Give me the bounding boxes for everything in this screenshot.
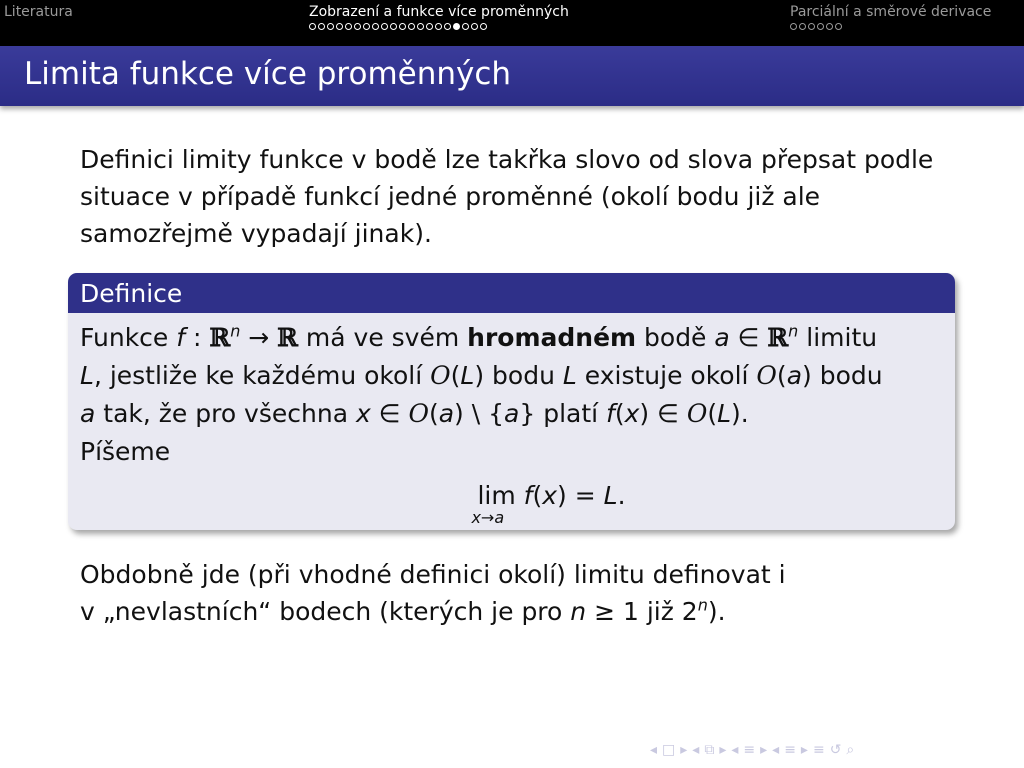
section-navigation-bar <box>0 0 1024 46</box>
beamer-nav-icon[interactable]: ≡ <box>784 742 796 758</box>
text-span: ) <box>474 361 485 390</box>
beamer-nav-icon[interactable]: ◂ <box>772 742 780 758</box>
math-a: a <box>786 361 803 390</box>
beamer-nav-icon[interactable]: ▸ <box>680 742 688 758</box>
math-a: a <box>714 323 730 352</box>
nav-section-zobrazeni[interactable] <box>309 3 569 30</box>
text-span: Obdobně jde (při vhodné definici okolí) limitu definovat i <box>80 560 786 589</box>
definition-body <box>68 313 955 530</box>
slide-dot[interactable] <box>309 23 316 30</box>
math-O: O <box>408 399 429 428</box>
math-x: x <box>624 399 640 428</box>
slide-dot[interactable] <box>444 23 451 30</box>
slide-dot[interactable] <box>480 23 487 30</box>
text-span: ( <box>532 481 543 510</box>
text-span: limitu <box>798 323 878 352</box>
text-span: ) ∈ <box>639 399 687 428</box>
text-span: ( <box>707 399 718 428</box>
beamer-nav-icon[interactable]: ◂ <box>692 742 700 758</box>
text-span: ( <box>450 361 461 390</box>
math-reals: ℝ <box>277 323 298 352</box>
text-span: platí <box>535 399 607 428</box>
slide-dot[interactable] <box>426 23 433 30</box>
math-L: L <box>80 361 94 390</box>
math-x: x <box>542 481 558 510</box>
text-span: má ve svém <box>297 323 468 352</box>
limit-line <box>471 477 626 527</box>
nav-section-parcialni[interactable] <box>790 3 991 30</box>
text-span: ) \ { <box>454 399 505 428</box>
beamer-nav-icon[interactable]: ⌕ <box>846 742 855 758</box>
intro-paragraph <box>80 141 960 252</box>
nav-section-literatura[interactable] <box>4 3 73 21</box>
text-span: bodě <box>636 323 715 352</box>
text-span: bodu <box>484 361 563 390</box>
slide-dot[interactable] <box>471 23 478 30</box>
lim-subscript: x→a <box>471 508 505 527</box>
math-reals: ℝ <box>209 323 231 352</box>
math-f: f <box>523 481 533 510</box>
beamer-nav-icon[interactable]: □ <box>662 742 676 758</box>
math-n: n <box>230 321 241 341</box>
text-span: ) <box>802 361 812 390</box>
math-L: L <box>460 361 475 390</box>
math-f: f <box>606 399 615 428</box>
beamer-nav-icon[interactable]: ▸ <box>800 742 808 758</box>
text-span: ) = <box>557 481 604 510</box>
slide-dot[interactable] <box>826 23 833 30</box>
math-n: n <box>570 597 587 626</box>
text-span: Píšeme <box>80 437 171 466</box>
slide-dot[interactable] <box>390 23 397 30</box>
math-O: O <box>686 399 708 428</box>
math-arrow: → <box>240 323 278 352</box>
nav-section-title[interactable]: Parciální a směrové derivace <box>790 4 992 20</box>
slide-dot[interactable] <box>808 23 815 30</box>
beamer-nav-icon[interactable]: ◂ <box>731 742 739 758</box>
frame-title: Limita funkce více proměnných <box>24 56 512 92</box>
slide-dot[interactable] <box>817 23 824 30</box>
slide-dot[interactable] <box>417 23 424 30</box>
outro-paragraph <box>80 556 960 630</box>
lim-text: lim <box>477 481 516 510</box>
math-O: O <box>430 361 451 390</box>
outro-text <box>80 556 960 630</box>
slide-dot[interactable] <box>408 23 415 30</box>
beamer-nav-icon[interactable]: ▸ <box>719 742 727 758</box>
slide-dot[interactable] <box>835 23 842 30</box>
text-span: : <box>185 323 210 352</box>
slide-dot[interactable] <box>372 23 379 30</box>
slide-dot[interactable] <box>381 23 388 30</box>
slide-dot[interactable] <box>336 23 343 30</box>
text-span: ≥ 1 již 2 <box>586 597 698 626</box>
math-L: L <box>717 399 732 428</box>
bold-term: hromadném <box>467 323 637 352</box>
slide-dot[interactable] <box>462 23 469 30</box>
text-span: ( <box>428 399 439 428</box>
limit-formula <box>80 477 943 530</box>
nav-section-title[interactable]: Literatura <box>4 4 73 20</box>
beamer-navigation-symbols <box>650 742 1020 760</box>
math-L: L <box>603 481 618 510</box>
slide-dot[interactable] <box>453 23 460 30</box>
slide-dot[interactable] <box>799 23 806 30</box>
math-in: ∈ <box>729 323 768 352</box>
intro-text: Definici limity funkce v bodě lze takřka slovo od slova přepsat podle situace v případě funkcí jedné proměnné (okolí bodu již ale samozřejmě vypadají jinak). <box>80 145 934 248</box>
lim-operator <box>471 477 516 527</box>
text-span: ( <box>776 361 787 390</box>
text-span: ). <box>731 399 749 428</box>
definition-text <box>80 319 943 471</box>
slide-dot[interactable] <box>318 23 325 30</box>
math-exponent: n <box>697 595 708 615</box>
math-a: a <box>438 399 455 428</box>
beamer-nav-icon[interactable]: ▸ <box>760 742 768 758</box>
math-O: O <box>756 361 777 390</box>
text-span: bodu <box>811 361 883 390</box>
text-span: . <box>617 481 626 510</box>
text-span: existuje okolí <box>576 361 757 390</box>
nav-section-title[interactable]: Zobrazení a funkce více proměnných <box>309 4 569 20</box>
text-span: , jestliže ke každému okolí <box>93 361 431 390</box>
math-a: a <box>80 399 96 428</box>
text-span: ). <box>707 597 726 626</box>
beamer-nav-icon[interactable]: ≡ <box>743 742 756 758</box>
definition-title: Definice <box>68 273 955 313</box>
math-reals: ℝ <box>767 323 789 352</box>
math-f: f <box>176 323 186 352</box>
slide-dot[interactable] <box>327 23 334 30</box>
frame-title-bar <box>0 46 1024 106</box>
slide-dot[interactable] <box>435 23 442 30</box>
beamer-nav-icon[interactable]: ⧉ <box>704 742 715 758</box>
math-L: L <box>562 361 577 390</box>
math-n: n <box>788 321 799 341</box>
beamer-nav-icon[interactable]: ↺ <box>829 742 842 758</box>
beamer-nav-icon[interactable]: ≡ <box>812 742 825 758</box>
text-span: ( <box>614 399 625 428</box>
slide-dot[interactable] <box>345 23 352 30</box>
definition-block <box>68 273 955 530</box>
slide-dot[interactable] <box>354 23 361 30</box>
math-in: ∈ <box>370 399 409 428</box>
text-span: Funkce <box>80 323 177 352</box>
beamer-nav-icon[interactable]: ◂ <box>650 742 658 758</box>
slide-dot[interactable] <box>790 23 797 30</box>
text-span: tak, že pro všechna <box>95 399 356 428</box>
math-a: a <box>504 399 520 428</box>
text-span: v „nevlastních“ bodech (kterých je pro <box>80 597 571 626</box>
slide-dot[interactable] <box>363 23 370 30</box>
slide-dot[interactable] <box>399 23 406 30</box>
math-x: x <box>355 399 371 428</box>
slide-dots <box>790 23 991 30</box>
text-span: } <box>519 399 536 428</box>
slide-dots <box>309 23 569 30</box>
